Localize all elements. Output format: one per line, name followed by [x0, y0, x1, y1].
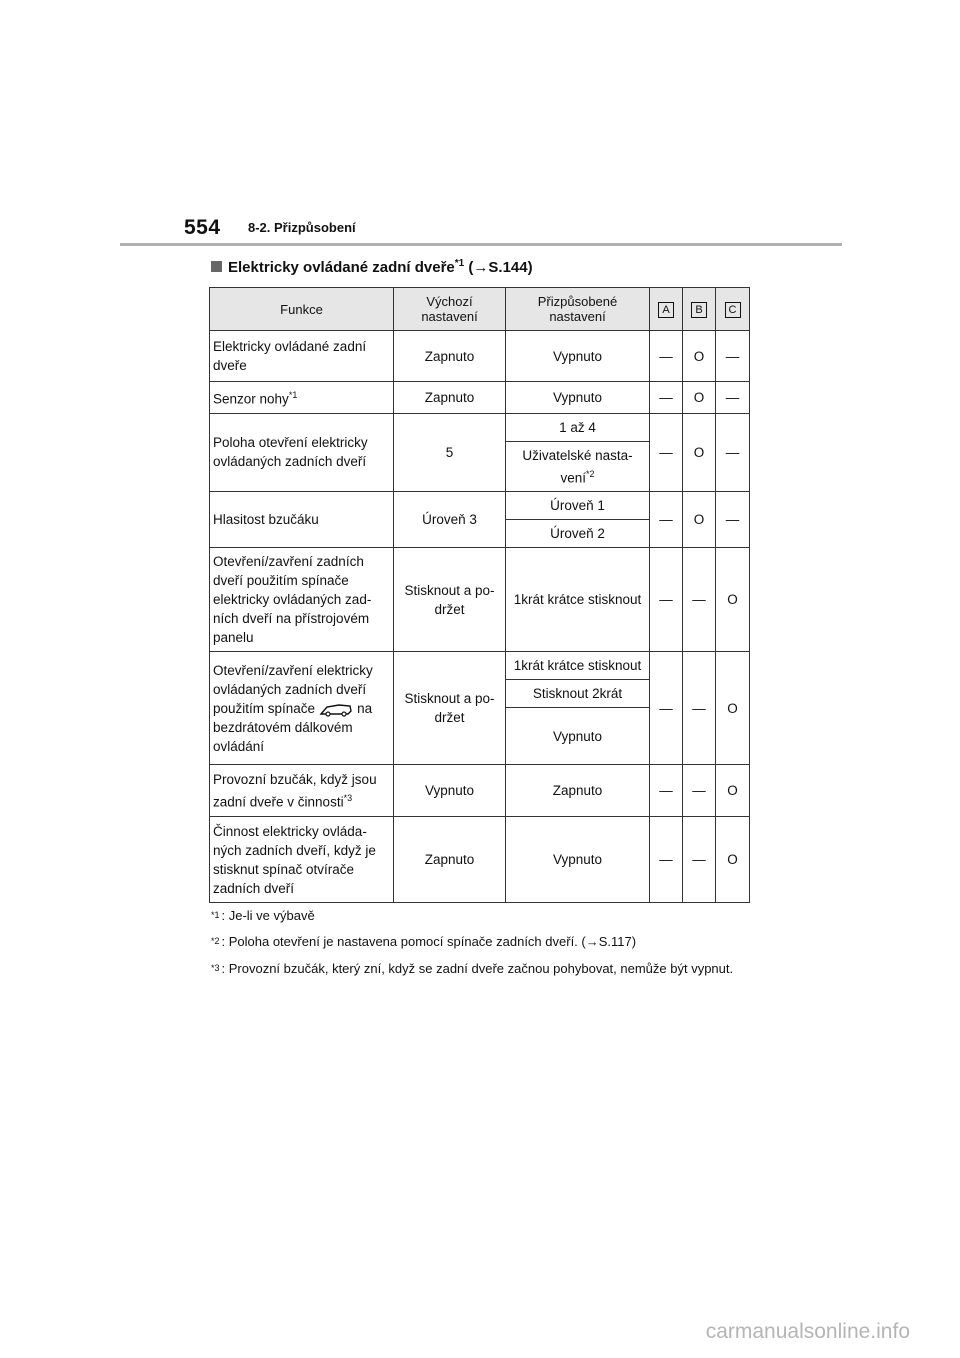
cell-b: — — [683, 652, 716, 765]
header-divider — [120, 243, 842, 246]
cell-vychozi: Stisknout a po- držet — [394, 548, 506, 652]
section-heading — [211, 258, 533, 276]
cell-option — [506, 441, 650, 492]
cell-option: 1 až 4 — [506, 413, 650, 441]
cell-c: — — [716, 413, 750, 492]
cell-funkce — [210, 382, 394, 414]
table-row — [210, 652, 750, 680]
cell-a: — — [650, 331, 683, 382]
square-bullet-icon — [211, 261, 222, 272]
footnote-mark — [211, 959, 220, 981]
cell-b: O — [683, 492, 716, 548]
header-vychozi: Výchozí nastavení — [394, 288, 506, 331]
cell-option: Vypnuto — [506, 331, 650, 382]
car-tailgate-icon — [319, 701, 353, 717]
footnote-mark: *3 — [343, 792, 353, 803]
header-funkce: Funkce — [210, 288, 394, 331]
header-a — [650, 288, 683, 331]
table-row — [210, 382, 750, 414]
page-number: 554 — [184, 216, 221, 239]
cell-funkce — [210, 652, 394, 765]
footnote-sup: *3 — [211, 962, 220, 973]
funkce-text-continued: na bezdrátovém dálkovém ovládání — [213, 700, 373, 754]
table-row — [210, 413, 750, 441]
cell-option: Vypnuto — [506, 817, 650, 903]
footnote-text: : Poloha otevření je nastavena pomocí spínače zadních dveří. (→S.117) — [221, 934, 637, 950]
header-prizpusobene: Přizpůsobené nastavení — [506, 288, 650, 331]
watermark: carmanualsonline.info — [705, 1320, 910, 1343]
cell-c: O — [716, 652, 750, 765]
cell-a: — — [650, 817, 683, 903]
cell-b: O — [683, 382, 716, 414]
cell-vychozi: Úroveň 3 — [394, 492, 506, 548]
cell-option: Úroveň 1 — [506, 492, 650, 520]
cell-b: O — [683, 413, 716, 492]
table-row — [210, 492, 750, 520]
cell-a: — — [650, 652, 683, 765]
cell-a: — — [650, 413, 683, 492]
cell-funkce: Elektricky ovládané zadní dveře — [210, 331, 394, 382]
table-row — [210, 765, 750, 817]
footnote — [211, 932, 751, 954]
a-box: A — [658, 302, 674, 318]
funkce-text: Senzor nohy — [213, 391, 289, 407]
cell-a: — — [650, 548, 683, 652]
footnote-mark: *1 — [288, 390, 298, 400]
cell-vychozi: Zapnuto — [394, 817, 506, 903]
cell-c: — — [716, 382, 750, 414]
cell-funkce: Poloha otevření elektricky ovládaných zadních dveří — [210, 413, 394, 492]
cell-vychozi: Stisknout a po- držet — [394, 652, 506, 765]
table-header-row — [210, 288, 750, 331]
footnote-sup: *2 — [211, 936, 220, 947]
footnotes — [211, 906, 751, 985]
table-row — [210, 817, 750, 903]
cell-option: 1krát krátce stisknout — [506, 652, 650, 680]
cell-funkce — [210, 765, 394, 817]
cell-vychozi: 5 — [394, 413, 506, 492]
b-box: B — [691, 302, 707, 318]
c-box: C — [725, 302, 741, 318]
footnote-mark — [211, 906, 220, 928]
cell-c: — — [716, 331, 750, 382]
header-b — [683, 288, 716, 331]
cell-b: — — [683, 548, 716, 652]
cell-a: — — [650, 382, 683, 414]
footnote-mark: *2 — [586, 468, 595, 479]
cell-a: — — [650, 492, 683, 548]
footnote-text: : Je-li ve výbavě — [221, 908, 315, 923]
section-title: 8-2. Přizpůsobení — [248, 220, 356, 235]
header-c — [716, 288, 750, 331]
table-row — [210, 548, 750, 652]
cell-c: O — [716, 548, 750, 652]
cell-option: Stisknout 2krát — [506, 680, 650, 708]
option-text: Uživatelské nasta- vení — [522, 447, 633, 485]
heading-reference: (→S.144) — [464, 259, 533, 276]
cell-vychozi: Zapnuto — [394, 331, 506, 382]
cell-option: Vypnuto — [506, 708, 650, 765]
funkce-text: Provozní bzučák, když jsou zadní dveře v činnosti — [213, 771, 377, 810]
footnote — [211, 906, 751, 928]
footnote-sup: *1 — [211, 910, 220, 920]
cell-vychozi: Zapnuto — [394, 382, 506, 414]
cell-option: Úroveň 2 — [506, 520, 650, 548]
cell-option: 1krát krátce stisknout — [506, 548, 650, 652]
cell-b: — — [683, 817, 716, 903]
cell-option: Zapnuto — [506, 765, 650, 817]
footnote — [211, 959, 751, 981]
cell-funkce: Otevření/zavření zadních dveří použitím spínače elektricky ovládaných zad- ních dveří na přístrojovém panelu — [210, 548, 394, 652]
cell-option: Vypnuto — [506, 382, 650, 414]
cell-b: — — [683, 765, 716, 817]
cell-funkce: Činnost elektricky ovláda- ných zadních dveří, když je stisknut spínač otvírače zadních dveří — [210, 817, 394, 903]
cell-c: — — [716, 492, 750, 548]
footnote-text: : Provozní bzučák, který zní, když se zadní dveře začnou pohybovat, nemůže být vypnut. — [221, 960, 734, 976]
settings-table — [209, 287, 750, 903]
cell-vychozi: Vypnuto — [394, 765, 506, 817]
cell-b: O — [683, 331, 716, 382]
footnote-mark — [211, 932, 220, 954]
cell-funkce: Hlasitost bzučáku — [210, 492, 394, 548]
heading-text: Elektricky ovládané zadní dveře — [228, 259, 455, 276]
table-row — [210, 331, 750, 382]
cell-c: O — [716, 817, 750, 903]
cell-a: — — [650, 765, 683, 817]
funkce-text: Otevření/zavření elektricky ovládaných zadních dveří použitím spínače — [213, 662, 373, 716]
cell-c: O — [716, 765, 750, 817]
heading-footnote-mark: *1 — [454, 258, 465, 269]
